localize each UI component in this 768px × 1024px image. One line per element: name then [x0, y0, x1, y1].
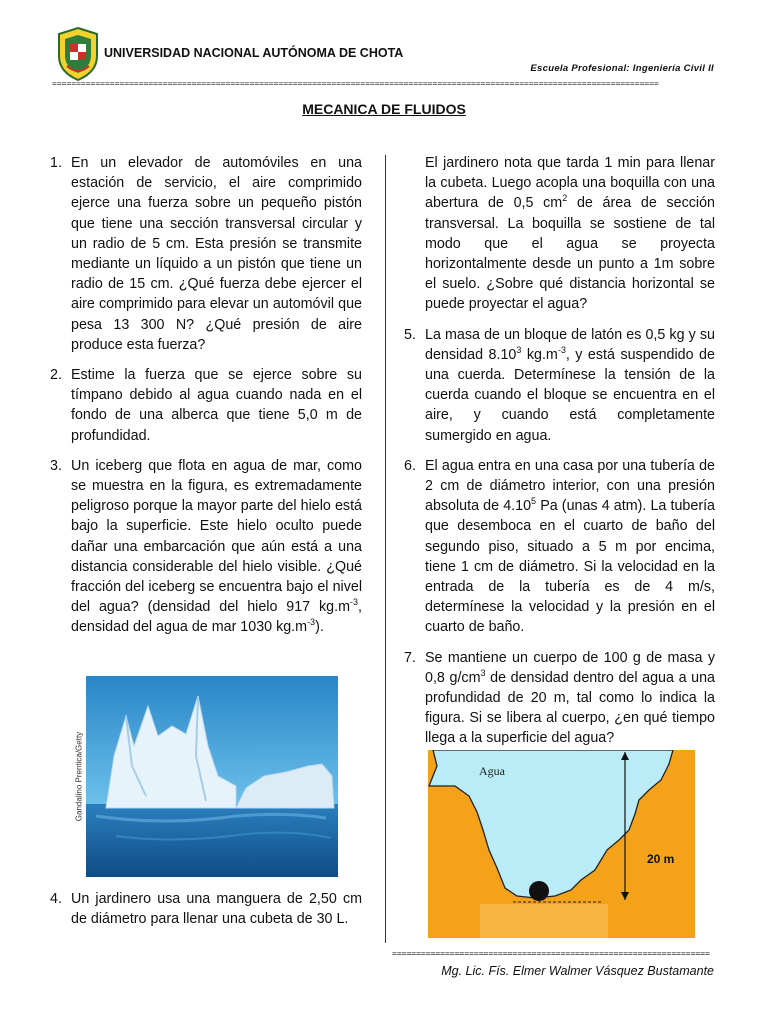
header-rule: ==============================================================================================================================	[52, 80, 659, 88]
footer-rule: ==================================================================	[392, 950, 710, 958]
left-column	[50, 153, 362, 648]
problem-3: 3. Un iceberg que flota en agua de mar, como se muestra en la figura, es extremadamente peligroso porque la mayor parte del hielo está bajo la superficie. Este hielo oculto puede dañar una embarcación que aún está a una distancia considerable del hielo visible. ¿Qué fracción del iceberg se encuentra bajo el nivel del agua? (densidad del hielo 917 $kg.m^{-3}$, densidad del agua de mar 1030 $kg.m^{-3}$).	[50, 457, 362, 636]
university-name: UNIVERSIDAD NACIONAL AUTÓNOMA DE CHOTA	[104, 46, 404, 60]
problem-4: 4. Un jardinero usa una manguera de 2,50 cm de diámetro para llenar una cubeta de 30 L.	[50, 891, 362, 928]
submerged-body	[529, 881, 549, 901]
iceberg-photo	[86, 676, 338, 877]
author-name: Mg. Lic. Fís. Elmer Walmer Vásquez Bustamante	[441, 964, 714, 978]
problem-4-continued: El jardinero nota que tarda 1 min para llenar la cubeta. Luego acopla una boquilla con una abertura de 0,5 $cm^2$ de área de sección transversal. La boquilla se sostiene de tal modo que el agua se proyecta horizontalmente desde un punto a 1m sobre el suelo. ¿Sobre qué distancia horizontal se puede proyectar el agua?	[425, 155, 715, 313]
problem-7: 7. Se mantiene un cuerpo de 100 g de masa y 0,8 $g/cm^3$ de densidad dentro del agua a una profundidad de 20 m, tal como lo indica la figura. Si se libera al cuerpo, ¿en qué tiempo llega a la superficie del agua?	[404, 649, 716, 747]
water-label: Agua	[479, 764, 505, 778]
problem-6: 6. El agua entra en una casa por una tubería de 2 cm de diámetro interior, con una presión absoluta de 4.10$^5$ Pa (unas 4 atm). La tubería que desemboca en el cuarto de baño del segundo piso, situado a 5 m por encima, tiene 1 cm de diámetro. Si la velocidad en la entrada de la tubería es de 4 m/s, determínese la velocidad y la presión en el cuarto de baño.	[404, 457, 716, 636]
problem-1: 1. En un elevador de automóviles en una estación de servicio, el aire comprimido ejerce una fuerza sobre un pequeño pistón que tiene una sección transversal circular y un radio de 5 cm. Esta presión se transmite mediante un líquido a un pistón que tiene un radio de 15 cm. ¿Qué fuerza debe ejercer el aire comprimido para elevar un automóvil que pesa 13 300 N? ¿Qué presión de aire produce esta fuerza?	[50, 155, 362, 353]
problem-5: 5. La masa de un bloque de latón es 0,5 kg y su densidad 8.10$^3$ $kg.m^{-3}$, y está suspendido de una cuerda. Determínese la tensión de la cuerda cuando el bloque se encuentra en el aire, y cuando está completamente sumergido en agua.	[404, 326, 715, 444]
right-column	[404, 153, 715, 759]
school-name: Escuela Profesional: Ingeniería Civil II	[530, 63, 714, 74]
column-divider	[385, 155, 386, 943]
page-title: MECANICA DE FLUIDOS	[302, 101, 466, 117]
university-logo-icon	[55, 26, 101, 82]
water-depth-diagram	[425, 750, 699, 938]
photo-credit: Gandalino Prentica/Getty	[74, 731, 84, 822]
problem-2: 2. Estime la fuerza que se ejerce sobre su tímpano debido al agua cuando nada en el fondo de una alberca que tiene 5,0 m de profundidad.	[50, 367, 362, 444]
depth-label: 20 m	[647, 852, 675, 866]
